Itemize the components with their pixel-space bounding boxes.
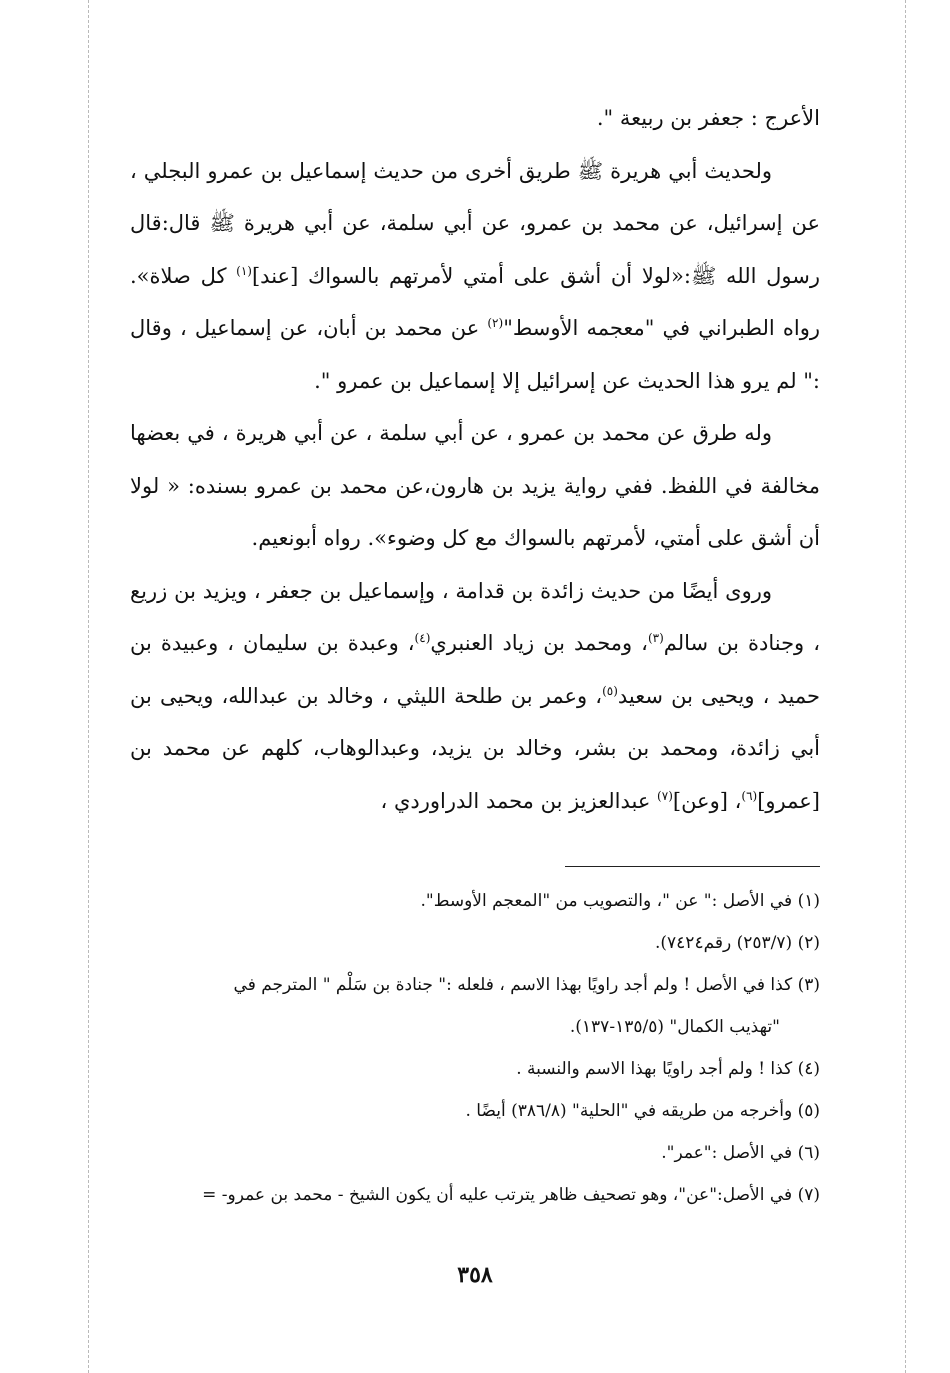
footnote-ref-1[interactable]: (١) — [236, 263, 252, 278]
paragraph-1: الأعرج : جعفر بن ربيعة ". — [596, 106, 820, 130]
footnote-number: (٧) — [797, 1185, 820, 1205]
footnote-ref-2[interactable]: (٢) — [487, 316, 504, 330]
footnote-5 — [128, 1090, 820, 1132]
scan-edge-right — [905, 0, 906, 1373]
footnote-ref-5[interactable]: (٥) — [602, 683, 618, 698]
footnote-number: (٤) — [797, 1059, 820, 1079]
footnote-6 — [128, 1132, 820, 1174]
footnote-ref-7[interactable]: (٧) — [657, 788, 673, 803]
page-number: ٣٥٨ — [457, 1262, 493, 1288]
paragraph-2: ولحديث أبي هريرة ﷺ طريق أخرى من حديث إسماعيل بن عمرو البجلي ، عن إسرائيل، عن محمد بن عمرو، عن أبي سلمة، عن أبي هريرة ﷺ قال:قال رسول الله ﷺ:«لولا أن أشق على أمتي لأمرتهم بالسواك [عند]$^{(١)}$ كل صلاة». رواه الطبراني في "معجمه الأوسط"$^{(٢)}$ عن محمد بن أبان، عن إسماعيل ، وقال :" لم يرو هذا الحديث عن إسرائيل إلا إسماعيل بن عمرو ". — [130, 158, 820, 393]
footnote-number: (٢) — [797, 933, 820, 953]
footnotes — [128, 880, 820, 1216]
footnote-number: (٣) — [797, 975, 820, 995]
footnote-text: في الأصل :" عن "، والتصويب من "المعجم الأوسط". — [420, 891, 793, 911]
footnote-ref-4[interactable]: (٤) — [414, 631, 431, 645]
footnote-3 — [128, 964, 820, 1048]
footnote-2 — [128, 922, 820, 964]
footnote-number: (٥) — [797, 1101, 820, 1121]
paragraph-4: وروى أيضًا من حديث زائدة بن قدامة ، وإسماعيل بن جعفر ، ويزيد بن زريع ، وجنادة بن سالم$^{(٣)}$، ومحمد بن زياد العنبري$^{(٤)}$، وعبدة بن سليمان ، وعبيدة بن حميد ، ويحيى بن سعيد$^{(٥)}$، وعمر بن طلحة الليثي ، وخالد بن عبدالله، ويحيى بن أبي زائدة، ومحمد بن بشر، وخالد بن يزيد، وعبدالوهاب، كلهم عن محمد بن [عمرو]$^{(٦)}$، [وعن]$^{(٧)}$ عبدالعزيز بن محمد الدراوردي ، — [130, 578, 821, 813]
footnote-number: (٦) — [797, 1143, 820, 1163]
footnote-4 — [128, 1048, 820, 1090]
scan-edge-left — [88, 0, 89, 1373]
footnote-text: كذا ! ولم أجد راويًا بهذا الاسم والنسبة . — [516, 1059, 793, 1079]
footnote-7 — [128, 1174, 820, 1216]
footnote-number: (١) — [797, 891, 820, 911]
footnote-ref-6[interactable]: (٦) — [741, 788, 758, 803]
footnote-text: في الأصل:"عن"، وهو تصحيف ظاهر يترتب عليه أن يكون الشيخ - محمد بن عمرو- = — [202, 1185, 793, 1205]
footnote-text: وأخرجه من طريقه في "الحلية" (٣٨٦/٨) أيضًا . — [465, 1101, 793, 1121]
paragraph-3: وله طرق عن محمد بن عمرو ، عن أبي سلمة ، عن أبي هريرة ، في بعضها مخالفة في اللفظ. ففي رواية يزيد بن هارون،عن محمد بن عمرو بسنده: « لولا أن أشق على أمتي، لأمرتهم بالسواك مع كل وضوء». رواه أبونعيم. — [130, 421, 820, 550]
footnote-separator — [565, 866, 820, 867]
footnote-text-continued: "تهذيب الكمال" (١٣٥/٥-١٣٧). — [569, 1017, 780, 1037]
footnote-text: كذا في الأصل ! ولم أجد راويًا بهذا الاسم ، فلعله :" جنادة بن سَلْم " المترجم في — [233, 975, 793, 995]
footnote-text: في الأصل :"عمر". — [661, 1143, 793, 1163]
footnote-1 — [128, 880, 820, 922]
footnote-ref-3[interactable]: (٣) — [647, 631, 664, 645]
footnote-text: (٢٥٣/٧) رقم٧٤٢٤). — [655, 933, 793, 953]
main-text — [130, 92, 820, 827]
